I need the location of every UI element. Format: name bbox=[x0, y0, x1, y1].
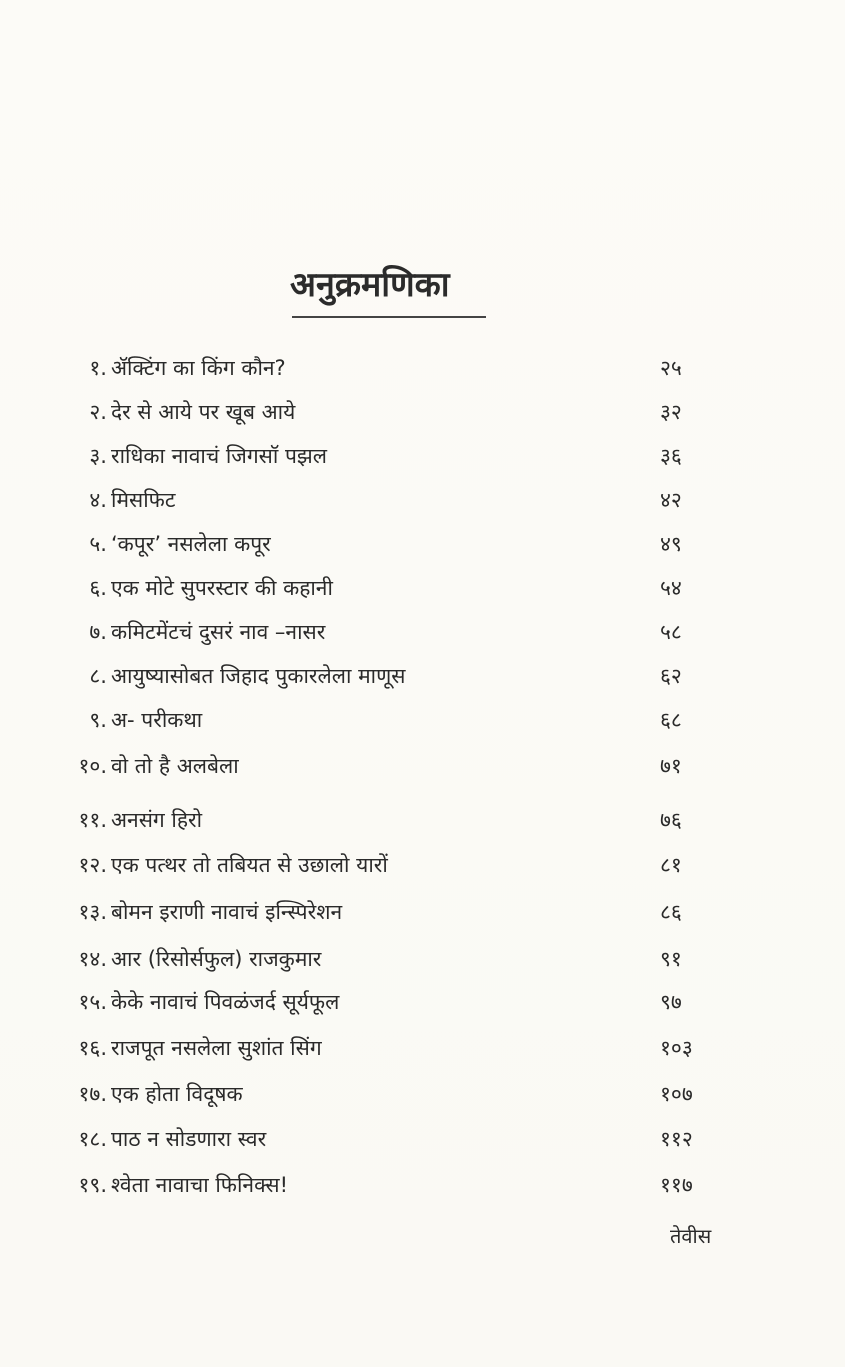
entry-title: ‘कपूर’ नसलेला कपूर bbox=[111, 532, 271, 556]
entry-title: ॲक्टिंग का किंग कौन? bbox=[111, 356, 286, 380]
entry-page: ४२ bbox=[660, 488, 682, 512]
toc-entry bbox=[0, 1163, 845, 1207]
entry-title: आयुष्यासोबत जिहाद पुकारलेला माणूस bbox=[111, 664, 406, 688]
entry-title: श्वेता नावाचा फिनिक्स! bbox=[111, 1173, 289, 1197]
entry-number: १९. bbox=[78, 1173, 107, 1197]
entry-page: ७६ bbox=[660, 808, 682, 832]
entry-page: ६८ bbox=[660, 708, 682, 732]
entry-page: ८६ bbox=[660, 900, 682, 924]
entry-number: २. bbox=[89, 400, 107, 424]
toc-entry bbox=[0, 744, 845, 788]
entry-title: केके नावाचं पिवळंजर्द सूर्यफूल bbox=[111, 990, 340, 1014]
toc-entry bbox=[0, 1117, 845, 1161]
toc-entry bbox=[0, 798, 845, 842]
entry-page: १०३ bbox=[660, 1036, 693, 1060]
entry-number: १६. bbox=[78, 1036, 107, 1060]
entry-page: ९७ bbox=[660, 990, 682, 1014]
entry-page: ५८ bbox=[660, 620, 682, 644]
entry-number: ४. bbox=[89, 488, 107, 512]
toc-entry bbox=[0, 937, 845, 981]
entry-title: एक मोटे सुपरस्टार की कहानी bbox=[111, 576, 333, 600]
toc-entry bbox=[0, 1026, 845, 1070]
entry-number: १५. bbox=[78, 990, 107, 1014]
toc-entry bbox=[0, 980, 845, 1024]
toc-entry bbox=[0, 890, 845, 934]
entry-number: ९. bbox=[89, 708, 107, 732]
entry-page: २५ bbox=[660, 356, 682, 380]
toc-entry bbox=[0, 654, 845, 698]
entry-title: एक पत्थर तो तबियत से उछालो यारों bbox=[111, 853, 388, 877]
entry-page: ३६ bbox=[660, 444, 682, 468]
entry-number: ६. bbox=[89, 576, 107, 600]
entry-number: ८. bbox=[89, 664, 107, 688]
entry-page: १०७ bbox=[660, 1082, 693, 1106]
entry-page: ११२ bbox=[660, 1127, 693, 1151]
page-title: अनुक्रमणिका bbox=[290, 265, 450, 305]
toc-entry bbox=[0, 1072, 845, 1116]
entry-page: ४९ bbox=[660, 532, 682, 556]
entry-title: पाठ न सोडणारा स्वर bbox=[111, 1127, 267, 1151]
toc-entry bbox=[0, 390, 845, 434]
toc-entry bbox=[0, 843, 845, 887]
entry-title: बोमन इराणी नावाचं इन्स्पिरेशन bbox=[111, 900, 343, 924]
entry-page: ८१ bbox=[660, 853, 682, 877]
entry-title: एक होता विदूषक bbox=[111, 1082, 243, 1106]
toc-entry bbox=[0, 566, 845, 610]
entry-title: अ- परीकथा bbox=[111, 708, 203, 732]
entry-title: वो तो है अलबेला bbox=[111, 754, 239, 778]
entry-page: ७१ bbox=[660, 754, 682, 778]
entry-number: १. bbox=[89, 356, 107, 380]
title-underline bbox=[292, 316, 486, 318]
entry-title: अनसंग हिरो bbox=[111, 808, 203, 832]
entry-number: १३. bbox=[78, 900, 107, 924]
entry-page: ५४ bbox=[660, 576, 682, 600]
entry-page: ३२ bbox=[660, 400, 682, 424]
entry-number: १०. bbox=[78, 754, 107, 778]
entry-title: राधिका नावाचं जिगसॉ पझल bbox=[111, 444, 328, 468]
toc-entry bbox=[0, 610, 845, 654]
toc-entry bbox=[0, 478, 845, 522]
entry-number: १४. bbox=[78, 947, 107, 971]
toc-entry bbox=[0, 698, 845, 742]
entry-page: ९१ bbox=[660, 947, 682, 971]
page-folio: तेवीस bbox=[670, 1224, 712, 1248]
toc-entry bbox=[0, 522, 845, 566]
toc-entry bbox=[0, 434, 845, 478]
entry-title: मिसफिट bbox=[111, 488, 176, 512]
entry-number: ७. bbox=[89, 620, 107, 644]
entry-number: १७. bbox=[78, 1082, 107, 1106]
toc-entry bbox=[0, 346, 845, 390]
entry-title: आर (रिसोर्सफुल) राजकुमार bbox=[111, 947, 322, 971]
entry-title: देर से आये पर खूब आये bbox=[111, 400, 296, 424]
entry-number: ३. bbox=[89, 444, 107, 468]
entry-title: कमिटमेंटचं दुसरं नाव –नासर bbox=[111, 620, 326, 644]
entry-title: राजपूत नसलेला सुशांत सिंग bbox=[111, 1036, 322, 1060]
entry-number: १८. bbox=[78, 1127, 107, 1151]
entry-page: ११७ bbox=[660, 1173, 693, 1197]
entry-page: ६२ bbox=[660, 664, 682, 688]
entry-number: ११. bbox=[78, 808, 107, 832]
entry-number: १२. bbox=[78, 853, 107, 877]
entry-number: ५. bbox=[89, 532, 107, 556]
